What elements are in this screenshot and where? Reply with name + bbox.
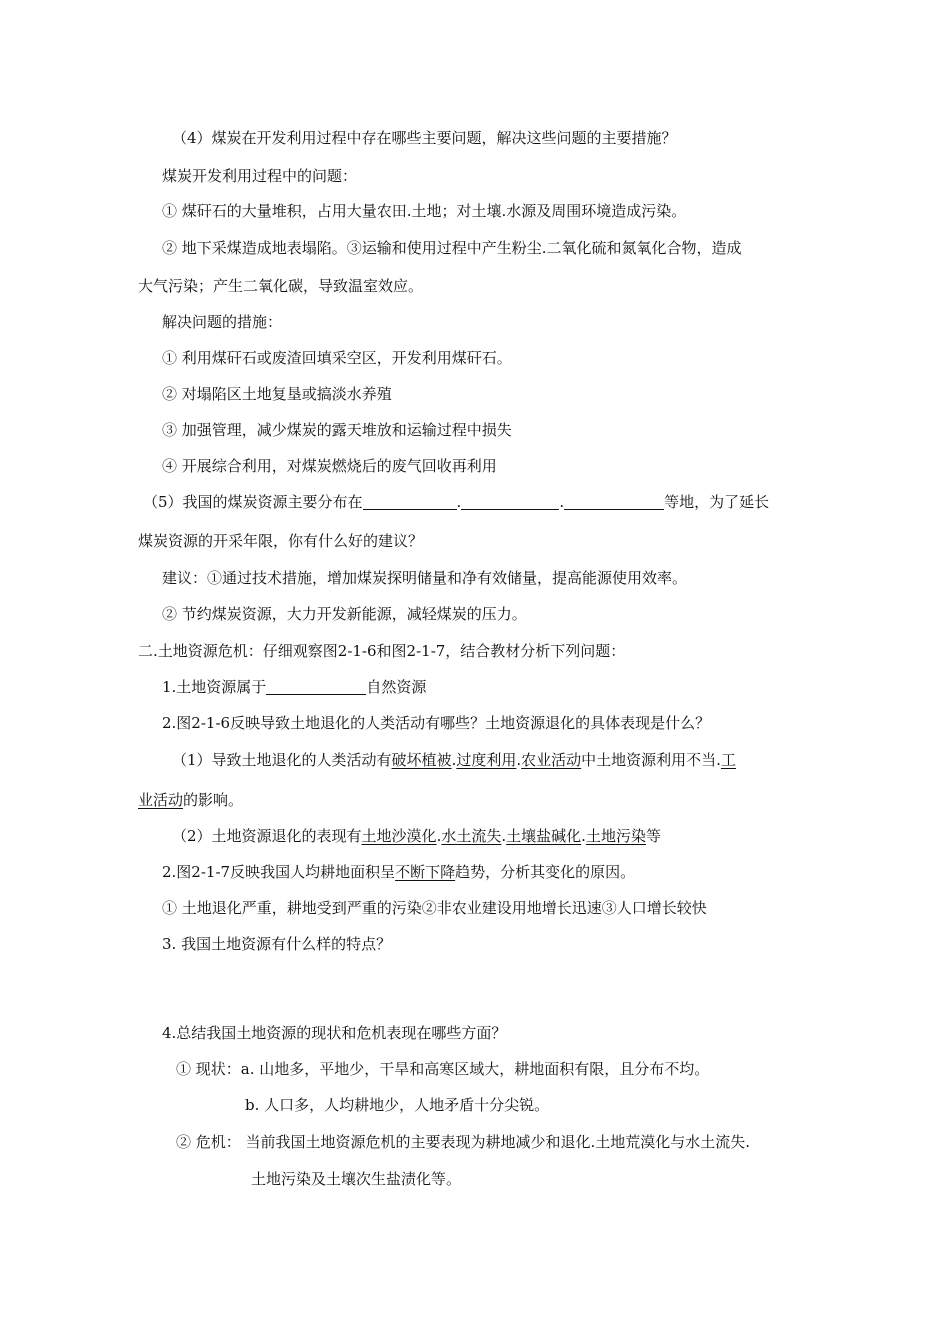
land-question-1: [162, 677, 426, 697]
land-status-a: ① 现状：a. 山地多，平地少，干旱和高寒区域大，耕地面积有限，且分布不均。: [176, 1060, 710, 1078]
coal-measure-3: ③ 加强管理，减少煤炭的露天堆放和运输过程中损失: [162, 421, 512, 439]
coal-measure-2: ② 对塌陷区土地复垦或搞淡水养殖: [162, 385, 392, 403]
a2-end: 等: [645, 827, 661, 845]
a2-prefix: （2）土地资源退化的表现有: [172, 827, 362, 845]
coal-question-4: （4）煤炭在开发利用过程中存在哪些主要问题，解决这些问题的主要措施？: [172, 129, 677, 147]
a1-end: 的影响。: [183, 791, 244, 809]
a2-term-1: 土地沙漠化: [361, 827, 437, 845]
land-q1-text-a: 1.土地资源属于: [162, 678, 267, 696]
land-crisis-a: ② 危机： 当前我国土地资源危机的主要表现为耕地减少和退化.土地荒漠化与水土流失.: [176, 1133, 751, 1151]
a1-dot-2: .: [516, 751, 522, 769]
a1-dot-1: .: [451, 751, 457, 769]
land-crisis-b: 土地污染及土壤次生盐渍化等。: [251, 1170, 462, 1188]
answer-blank-2[interactable]: [461, 493, 559, 510]
coal-problem-1: ① 煤矸石的大量堆积，占用大量农田.土地；对土壤.水源及周围环境造成污染。: [162, 202, 687, 220]
a1-term-4a: 工: [720, 751, 736, 769]
coal-suggestion-2: ② 节约煤炭资源，大力开发新能源，减轻煤炭的压力。: [162, 605, 527, 623]
q2b-term: 不断下降: [395, 863, 456, 881]
answer-blank-3[interactable]: [564, 493, 664, 510]
land-question-2: 2.图2-1-6反映导致土地退化的人类活动有哪些？土地资源退化的具体表现是什么？: [162, 714, 711, 732]
a2-dot-1: .: [436, 827, 442, 845]
q5-dot-1: .: [456, 493, 462, 511]
a2-term-4: 土地污染: [585, 827, 646, 845]
land-question-4: 4.总结我国土地资源的现状和危机表现在哪些方面？: [162, 1024, 507, 1042]
coal-problems-title: 煤炭开发利用过程中的问题：: [162, 167, 358, 185]
q2b-text-b: 趋势，分析其变化的原因。: [455, 863, 636, 881]
q5-dot-2: .: [559, 493, 565, 511]
answer-blank-4[interactable]: [266, 678, 366, 695]
land-answer-2: [172, 826, 661, 846]
a1-mid: 中土地资源利用不当.: [581, 751, 721, 769]
a2-dot-3: .: [581, 827, 586, 845]
coal-problem-2a: ② 地下采煤造成地表塌陷。③运输和使用过程中产生粉尘.二氧化硫和氮氧化合物，造成: [162, 239, 742, 257]
a1-term-1: 破坏植被: [391, 751, 452, 769]
land-question-2b: [162, 862, 635, 882]
a1-term-2: 过度利用: [456, 751, 517, 769]
land-answer-1-cont: [138, 790, 243, 810]
coal-problem-2b: 大气污染；产生二氧化碳，导致温室效应。: [138, 277, 424, 295]
coal-measures-title: 解决问题的措施：: [162, 313, 283, 331]
land-answer-3: ① 土地退化严重，耕地受到严重的污染②非农业建设用地增长迅速③人口增长较快: [162, 899, 707, 917]
land-q1-text-b: 自然资源: [366, 678, 427, 696]
coal-measure-1: ① 利用煤矸石或废渣回填采空区，开发利用煤矸石。: [162, 349, 512, 367]
land-section-heading: 二.土地资源危机：仔细观察图2-1-6和图2-1-7，结合教材分析下列问题：: [138, 642, 626, 660]
answer-blank-1[interactable]: [363, 493, 457, 510]
q5-text-b: 等地，为了延长: [664, 493, 770, 511]
coal-suggestion-1: 建议：①通过技术措施，增加煤炭探明储量和净有效储量，提高能源使用效率。: [162, 569, 688, 587]
coal-measure-4: ④ 开展综合利用，对煤炭燃烧后的废气回收再利用: [162, 457, 497, 475]
a2-term-2: 水土流失: [441, 827, 502, 845]
a2-dot-2: .: [501, 827, 507, 845]
a1-term-3: 农业活动: [521, 751, 582, 769]
land-answer-1: [172, 750, 736, 770]
a2-term-3: 土壤盐碱化: [506, 827, 582, 845]
q5-text-a: （5）我国的煤炭资源主要分布在: [143, 493, 363, 511]
a1-prefix: （1）导致土地退化的人类活动有: [172, 751, 392, 769]
coal-question-5: [143, 492, 769, 512]
coal-question-5-cont: 煤炭资源的开采年限，你有什么好的建议？: [138, 532, 424, 550]
q2b-text-a: 2.图2-1-7反映我国人均耕地面积呈: [162, 863, 396, 881]
land-question-3: 3. 我国土地资源有什么样的特点？: [162, 935, 392, 953]
a1-term-4b: 业活动: [138, 791, 184, 809]
land-status-b: b. 人口多，人均耕地少，人地矛盾十分尖锐。: [245, 1096, 550, 1114]
